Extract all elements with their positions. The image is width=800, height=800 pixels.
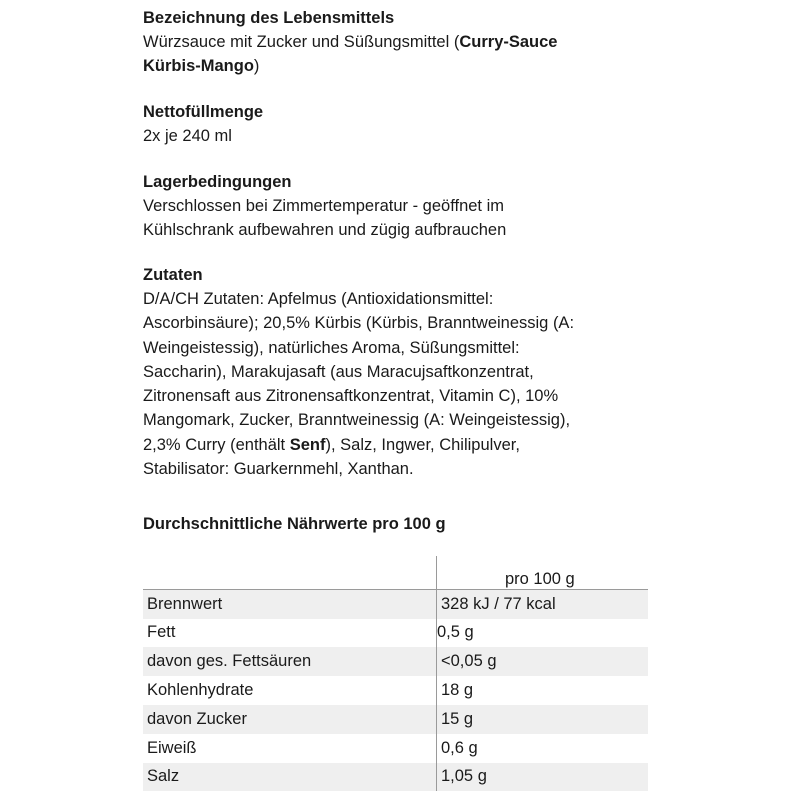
storage-line-1: Verschlossen bei Zimmertemperatur - geöffnet im xyxy=(143,197,505,215)
nutrition-header-empty xyxy=(143,556,437,589)
net-quantity-heading: Nettofüllmenge xyxy=(143,103,264,121)
ingredients-line-8: Stabilisator: Guarkernmehl, Xanthan. xyxy=(143,460,414,479)
section-food-name xyxy=(143,6,663,78)
nutrient-label: Salz xyxy=(143,763,437,792)
food-name-line-2: Kürbis-Mango) xyxy=(143,57,260,75)
ingredients-line-5: Zitronensaft aus Zitronensaftkonzentrat, Vitamin C), 10% xyxy=(143,387,559,406)
section-ingredients xyxy=(143,263,663,481)
nutrient-value: 18 g xyxy=(437,676,649,705)
nutrient-value: 328 kJ / 77 kcal xyxy=(437,589,649,618)
ingredients-heading: Zutaten xyxy=(143,266,203,284)
ingredients-line-7: 2,3% Curry (enthält Senf), Salz, Ingwer, Chilipulver, xyxy=(143,435,520,454)
nutrition-header-row xyxy=(143,556,648,589)
nutrition-column-header: pro 100 g xyxy=(437,556,649,589)
section-net-quantity xyxy=(143,100,663,148)
ingredients-line-3: Weingeistessig), natürliches Aroma, Süßungsmittel: xyxy=(143,338,520,357)
ingredients-line-1: D/A/CH Zutaten: Apfelmus (Antioxidationsmittel: xyxy=(143,290,494,308)
table-row xyxy=(143,763,648,792)
storage-line-2: Kühlschrank aufbewahren und zügig aufbrauchen xyxy=(143,221,507,239)
ingredients-line-4: Saccharin), Marakujasaft (aus Maracujsaftkonzentrat, xyxy=(143,362,534,381)
table-row xyxy=(143,589,648,618)
net-quantity-value: 2x je 240 ml xyxy=(143,127,232,145)
nutrient-label: Kohlenhydrate xyxy=(147,681,254,700)
nutrient-value: <0,05 g xyxy=(437,647,649,676)
allergen-mustard: Senf xyxy=(289,435,326,454)
table-row xyxy=(143,676,648,705)
nutrition-table xyxy=(143,556,648,791)
nutrient-value: 0,6 g xyxy=(437,734,649,763)
nutrient-value: 0,5 g xyxy=(437,619,649,648)
nutrition-title: Durchschnittliche Nährwerte pro 100 g xyxy=(143,515,446,533)
nutrient-label: davon Zucker xyxy=(143,705,437,734)
storage-heading: Lagerbedingungen xyxy=(143,173,292,191)
table-row xyxy=(143,647,648,676)
nutrient-label: Fett xyxy=(147,623,176,642)
nutrient-value: 15 g xyxy=(437,705,649,734)
table-row xyxy=(143,734,648,763)
table-row xyxy=(143,705,648,734)
nutrient-label: davon ges. Fettsäuren xyxy=(143,647,437,676)
ingredients-line-6: Mangomark, Zucker, Branntweinessig (A: Weingeistessig), xyxy=(143,411,571,430)
ingredients-line-2: Ascorbinsäure); 20,5% Kürbis (Kürbis, Branntweinessig (A: xyxy=(143,314,575,333)
nutrient-label: Eiweiß xyxy=(147,738,197,757)
nutrient-value: 1,05 g xyxy=(437,763,649,792)
table-row xyxy=(143,619,648,648)
food-name-heading: Bezeichnung des Lebensmittels xyxy=(143,9,395,27)
section-storage xyxy=(143,170,663,242)
nutrient-label: Brennwert xyxy=(143,589,437,618)
food-name-line-1: Würzsauce mit Zucker und Süßungsmittel (Curry-Sauce xyxy=(143,33,558,51)
